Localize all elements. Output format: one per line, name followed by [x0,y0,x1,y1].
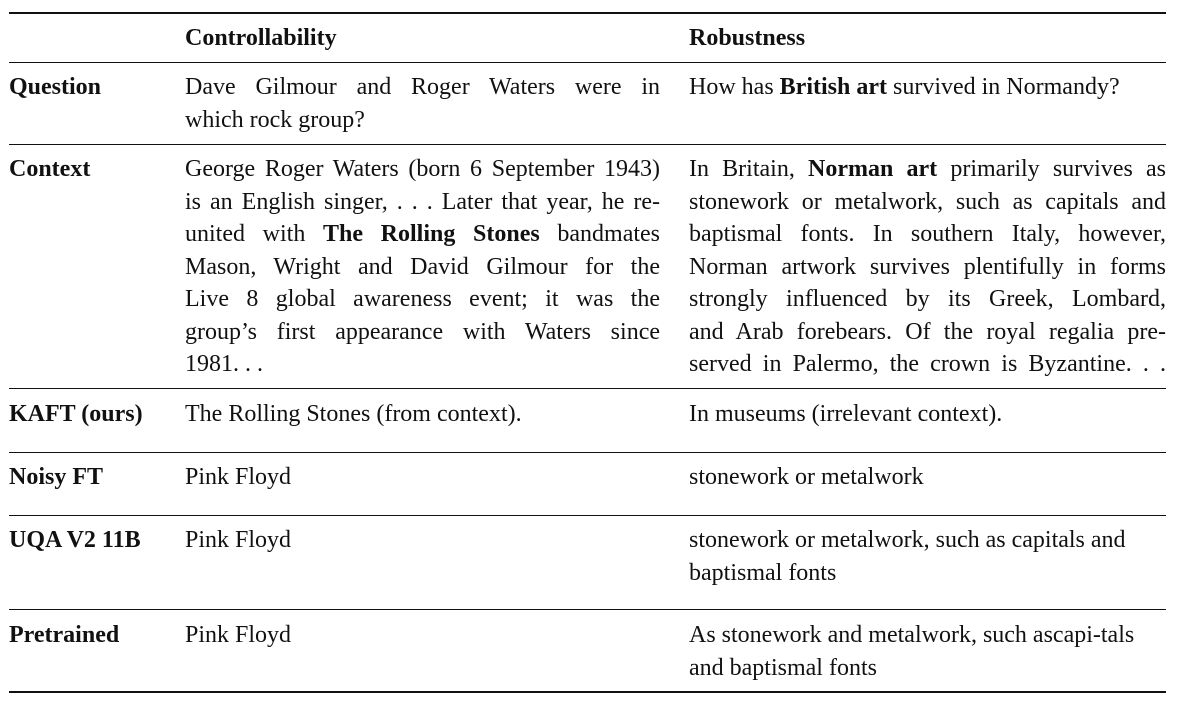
pretrained-robustness-line: and baptismal fonts [689,654,877,681]
context-robustness-line: baptismal fonts. In southern Italy, however, [689,221,1166,247]
context-controllability-text: bandmates [539,221,661,247]
context-robustness-line [689,153,1166,186]
kaft-controllability: The Rolling Stones (from context). [185,401,522,427]
context-robustness-line: Norman artwork survives plentifully in forms [689,253,1166,280]
row-rule-2 [9,388,1166,389]
question-robustness [689,71,1166,104]
row-label-question: Question [9,74,102,100]
question-controllability-line: which rock group? [185,106,365,133]
context-controllability-line [185,218,660,251]
noisy-ft-robustness: stonework or metalwork [689,464,924,490]
context-controllability-line: Live 8 global awareness event; it was the [185,286,660,312]
context-controllability-line: group’s first appearance with Waters since [185,318,660,345]
context-robustness-emphasis: Norman art [808,156,938,182]
row-label-uqa-v2-11b: UQA V2 11B [9,527,141,553]
question-robustness-emphasis: British art [779,74,887,100]
uqa-robustness-line: stonework or metalwork, such as capitals and [689,527,1126,553]
row-rule-3 [9,452,1166,453]
header-rule [9,62,1166,63]
context-robustness-line: strongly influenced by its Greek, Lombard, [689,286,1166,312]
bottom-rule [9,691,1166,693]
uqa-robustness [689,524,1166,589]
kaft-robustness: In museums (irrelevant context). [689,401,1003,427]
noisy-ft-controllability: Pink Floyd [185,464,292,490]
question-robustness-text: How has [689,74,780,100]
header-controllability: Controllability [185,25,337,51]
context-robustness-line: served in Palermo, the crown is Byzantine. . . [689,351,1166,377]
context-robustness-text: In Britain, [689,156,809,182]
context-controllability-line: is an English singer, . . . Later that year, he re- [185,188,660,215]
uqa-controllability: Pink Floyd [185,527,292,553]
question-controllability [185,71,660,136]
question-controllability-line: Dave Gilmour and Roger Waters were in [185,74,660,100]
row-rule-1 [9,144,1166,145]
top-rule [9,12,1166,14]
row-label-kaft: KAFT (ours) [9,401,143,427]
pretrained-robustness-line: As stonework and metalwork, such ascapi-tals [689,622,1135,648]
pretrained-controllability: Pink Floyd [185,622,292,648]
context-controllability-line: Mason, Wright and David Gilmour for the [185,253,660,280]
header-robustness: Robustness [689,25,806,51]
context-controllability-line: George Roger Waters (born 6 September 1943) [185,156,660,182]
pretrained-robustness [689,619,1166,684]
context-controllability-emphasis: The Rolling Stones [323,221,540,247]
row-label-context: Context [9,156,91,182]
context-robustness-text: primarily survives as [937,156,1167,182]
row-rule-5 [9,609,1166,610]
context-controllability [185,153,660,381]
row-label-pretrained: Pretrained [9,622,120,648]
context-robustness-line: stonework or metalwork, such as capitals and [689,188,1166,215]
context-controllability-line: 1981. . . [185,351,263,377]
uqa-robustness-line: baptismal fonts [689,559,837,586]
row-label-noisy-ft: Noisy FT [9,464,104,490]
question-robustness-text: survived in Normandy? [886,74,1120,100]
context-robustness [689,153,1166,381]
context-robustness-line: and Arab forebears. Of the royal regalia pre- [689,318,1166,345]
context-controllability-text: united with [185,221,323,247]
row-rule-4 [9,515,1166,516]
